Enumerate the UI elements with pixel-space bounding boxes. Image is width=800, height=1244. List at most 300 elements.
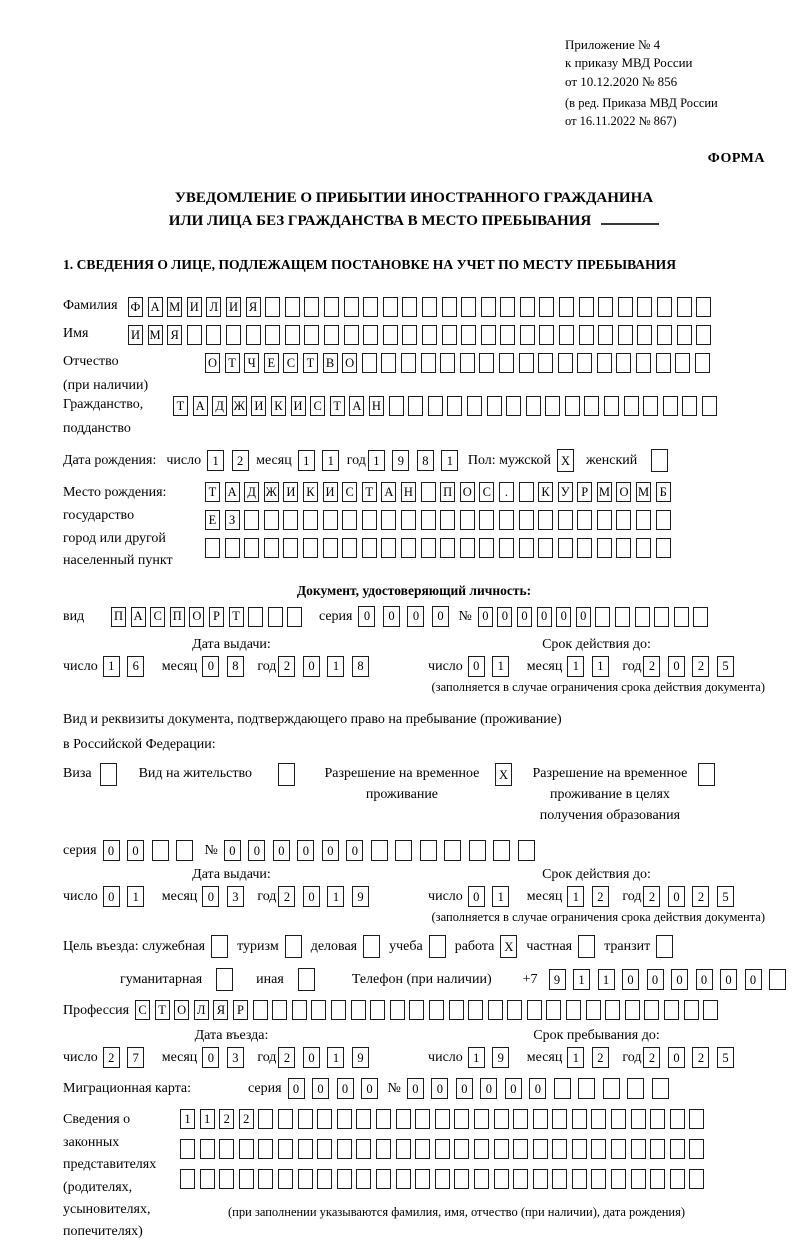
- surname-cell[interactable]: [461, 297, 476, 317]
- surname-cell[interactable]: [304, 297, 319, 317]
- birthplace-cell[interactable]: [323, 510, 338, 530]
- profession-cell[interactable]: [664, 1000, 679, 1020]
- doc-number-cell[interactable]: [693, 607, 708, 627]
- patronymic-cell[interactable]: [499, 353, 514, 373]
- surname-cell[interactable]: [520, 297, 535, 317]
- birthplace-cell[interactable]: [401, 510, 416, 530]
- representative-cell[interactable]: [239, 1169, 254, 1189]
- doc-number-cell[interactable]: [654, 607, 669, 627]
- representative-cell[interactable]: [298, 1139, 313, 1159]
- representative-cell[interactable]: [317, 1109, 332, 1129]
- sex-female-cell[interactable]: [651, 449, 668, 472]
- firstname-cell[interactable]: [559, 325, 574, 345]
- representative-cell[interactable]: [396, 1139, 411, 1159]
- mc-number-cell[interactable]: [652, 1078, 669, 1099]
- birthplace-cell[interactable]: [519, 510, 534, 530]
- doc-number-cell[interactable]: [615, 607, 630, 627]
- permit-expiry-year-cell[interactable]: 2: [692, 886, 709, 907]
- profession-cell[interactable]: [566, 1000, 581, 1020]
- stay-year-cell[interactable]: 5: [717, 1047, 734, 1068]
- surname-cell[interactable]: И: [187, 297, 202, 317]
- birth-day-cell[interactable]: 1: [207, 450, 224, 471]
- patronymic-cell[interactable]: [636, 353, 651, 373]
- birthplace-cell[interactable]: [362, 538, 377, 558]
- doc-number-cell[interactable]: 0: [537, 607, 552, 627]
- firstname-cell[interactable]: [402, 325, 417, 345]
- mc-series-cell[interactable]: 0: [288, 1078, 305, 1099]
- purpose-humanitarian-cell[interactable]: [216, 968, 233, 991]
- birthplace-cell[interactable]: И: [323, 482, 338, 502]
- profession-cell[interactable]: Т: [155, 1000, 170, 1020]
- patronymic-cell[interactable]: Т: [303, 353, 318, 373]
- citizenship-cell[interactable]: [682, 396, 697, 416]
- citizenship-cell[interactable]: [467, 396, 482, 416]
- permit-expiry-year-cell[interactable]: 5: [717, 886, 734, 907]
- profession-cell[interactable]: [311, 1000, 326, 1020]
- birthplace-cell[interactable]: Т: [362, 482, 377, 502]
- representative-cell[interactable]: [337, 1169, 352, 1189]
- purpose-private-cell[interactable]: [578, 935, 595, 958]
- representative-cell[interactable]: [376, 1169, 391, 1189]
- representative-cell[interactable]: [180, 1169, 195, 1189]
- birthplace-cell[interactable]: Н: [401, 482, 416, 502]
- birthplace-cell[interactable]: [225, 538, 240, 558]
- firstname-cell[interactable]: [304, 325, 319, 345]
- profession-cell[interactable]: [546, 1000, 561, 1020]
- entry-year-cell[interactable]: 1: [327, 1047, 344, 1068]
- doc-kind-cell[interactable]: [287, 607, 302, 627]
- surname-cell[interactable]: [677, 297, 692, 317]
- birthplace-cell[interactable]: [421, 510, 436, 530]
- doc-number-cell[interactable]: 0: [497, 607, 512, 627]
- birthplace-cell[interactable]: [656, 510, 671, 530]
- mc-number-cell[interactable]: 0: [407, 1078, 424, 1099]
- representative-cell[interactable]: [611, 1169, 626, 1189]
- firstname-cell[interactable]: [422, 325, 437, 345]
- entry-month-cell[interactable]: 3: [227, 1047, 244, 1068]
- birthplace-cell[interactable]: М: [636, 482, 651, 502]
- birthplace-cell[interactable]: [597, 538, 612, 558]
- representative-cell[interactable]: [572, 1169, 587, 1189]
- birthplace-cell[interactable]: П: [440, 482, 455, 502]
- birthplace-cell[interactable]: [381, 510, 396, 530]
- birthplace-cell[interactable]: [283, 510, 298, 530]
- representative-cell[interactable]: [298, 1109, 313, 1129]
- profession-cell[interactable]: [292, 1000, 307, 1020]
- citizenship-cell[interactable]: Т: [173, 396, 188, 416]
- permit-series-cell[interactable]: 0: [103, 840, 120, 861]
- birthplace-cell[interactable]: И: [283, 482, 298, 502]
- profession-cell[interactable]: [605, 1000, 620, 1020]
- mc-number-cell[interactable]: 0: [456, 1078, 473, 1099]
- surname-cell[interactable]: [500, 297, 515, 317]
- birthplace-cell[interactable]: [362, 510, 377, 530]
- purpose-transit-cell[interactable]: [656, 935, 673, 958]
- purpose-official-cell[interactable]: [211, 935, 228, 958]
- birthplace-cell[interactable]: [264, 510, 279, 530]
- mc-number-cell[interactable]: 0: [431, 1078, 448, 1099]
- permit-issue-year-cell[interactable]: 9: [352, 886, 369, 907]
- expiry-year-cell[interactable]: 2: [643, 656, 660, 677]
- mc-series-cell[interactable]: 0: [337, 1078, 354, 1099]
- permit-expiry-month-cell[interactable]: 1: [567, 886, 584, 907]
- patronymic-cell[interactable]: [479, 353, 494, 373]
- issue-year-cell[interactable]: 1: [327, 656, 344, 677]
- citizenship-cell[interactable]: [663, 396, 678, 416]
- surname-cell[interactable]: [618, 297, 633, 317]
- representative-cell[interactable]: [533, 1109, 548, 1129]
- permit-number-cell[interactable]: [420, 840, 437, 861]
- representative-cell[interactable]: [356, 1139, 371, 1159]
- birthplace-cell[interactable]: [616, 510, 631, 530]
- patronymic-cell[interactable]: Т: [225, 353, 240, 373]
- birthplace-cell[interactable]: Р: [577, 482, 592, 502]
- permit-expiry-month-cell[interactable]: 2: [592, 886, 609, 907]
- birthplace-cell[interactable]: [283, 538, 298, 558]
- citizenship-cell[interactable]: [487, 396, 502, 416]
- permit-number-cell[interactable]: 0: [224, 840, 241, 861]
- doc-number-cell[interactable]: 0: [517, 607, 532, 627]
- representative-cell[interactable]: [494, 1139, 509, 1159]
- birthplace-cell[interactable]: [421, 538, 436, 558]
- expiry-month-cell[interactable]: 1: [592, 656, 609, 677]
- representative-cell[interactable]: [474, 1109, 489, 1129]
- purpose-study-cell[interactable]: [429, 935, 446, 958]
- birth-year-cell[interactable]: 9: [392, 450, 409, 471]
- birthplace-cell[interactable]: [558, 538, 573, 558]
- representative-cell[interactable]: [631, 1169, 646, 1189]
- citizenship-cell[interactable]: Ж: [232, 396, 247, 416]
- representative-cell[interactable]: [572, 1139, 587, 1159]
- doc-kind-cell[interactable]: П: [111, 607, 126, 627]
- citizenship-cell[interactable]: Н: [369, 396, 384, 416]
- permit-number-cell[interactable]: 0: [346, 840, 363, 861]
- firstname-cell[interactable]: [500, 325, 515, 345]
- firstname-cell[interactable]: [696, 325, 711, 345]
- birthplace-cell[interactable]: О: [616, 482, 631, 502]
- patronymic-cell[interactable]: В: [323, 353, 338, 373]
- surname-cell[interactable]: [696, 297, 711, 317]
- representative-cell[interactable]: 2: [239, 1109, 254, 1129]
- firstname-cell[interactable]: [246, 325, 261, 345]
- representative-cell[interactable]: [356, 1109, 371, 1129]
- permit-issue-month-cell[interactable]: 0: [202, 886, 219, 907]
- entry-year-cell[interactable]: 9: [352, 1047, 369, 1068]
- profession-cell[interactable]: [351, 1000, 366, 1020]
- birthplace-cell[interactable]: [577, 510, 592, 530]
- permit-number-cell[interactable]: [444, 840, 461, 861]
- citizenship-cell[interactable]: С: [310, 396, 325, 416]
- patronymic-cell[interactable]: [558, 353, 573, 373]
- profession-cell[interactable]: [272, 1000, 287, 1020]
- stay-month-cell[interactable]: 2: [592, 1047, 609, 1068]
- expiry-year-cell[interactable]: 2: [692, 656, 709, 677]
- purpose-business-cell[interactable]: [363, 935, 380, 958]
- phone-digit-cell[interactable]: 0: [671, 969, 688, 990]
- doc-number-cell[interactable]: 0: [556, 607, 571, 627]
- permit-number-cell[interactable]: [493, 840, 510, 861]
- mc-number-cell[interactable]: 0: [505, 1078, 522, 1099]
- patronymic-cell[interactable]: [597, 353, 612, 373]
- representative-cell[interactable]: [494, 1169, 509, 1189]
- phone-digit-cell[interactable]: 1: [573, 969, 590, 990]
- permit-series-cell[interactable]: 0: [127, 840, 144, 861]
- birthplace-cell[interactable]: [519, 538, 534, 558]
- purpose-work-cell[interactable]: X: [500, 935, 517, 958]
- representative-cell[interactable]: [513, 1169, 528, 1189]
- representative-cell[interactable]: [454, 1169, 469, 1189]
- profession-cell[interactable]: С: [135, 1000, 150, 1020]
- firstname-cell[interactable]: [344, 325, 359, 345]
- representative-cell[interactable]: [258, 1139, 273, 1159]
- firstname-cell[interactable]: М: [148, 325, 163, 345]
- representative-cell[interactable]: [200, 1139, 215, 1159]
- representative-cell[interactable]: [689, 1169, 704, 1189]
- representative-cell[interactable]: [591, 1139, 606, 1159]
- surname-cell[interactable]: [422, 297, 437, 317]
- firstname-cell[interactable]: [539, 325, 554, 345]
- representative-cell[interactable]: [356, 1169, 371, 1189]
- doc-number-cell[interactable]: 0: [478, 607, 493, 627]
- mc-number-cell[interactable]: [603, 1078, 620, 1099]
- representative-cell[interactable]: [670, 1139, 685, 1159]
- citizenship-cell[interactable]: [545, 396, 560, 416]
- representative-cell[interactable]: [689, 1109, 704, 1129]
- patronymic-cell[interactable]: [401, 353, 416, 373]
- representative-cell[interactable]: [474, 1139, 489, 1159]
- representative-cell[interactable]: [454, 1109, 469, 1129]
- representative-cell[interactable]: [278, 1139, 293, 1159]
- doc-kind-cell[interactable]: Т: [229, 607, 244, 627]
- surname-cell[interactable]: [265, 297, 280, 317]
- representative-cell[interactable]: [670, 1169, 685, 1189]
- firstname-cell[interactable]: [520, 325, 535, 345]
- birthplace-cell[interactable]: [244, 538, 259, 558]
- patronymic-cell[interactable]: О: [342, 353, 357, 373]
- citizenship-cell[interactable]: [428, 396, 443, 416]
- birthplace-cell[interactable]: [479, 538, 494, 558]
- entry-year-cell[interactable]: 2: [278, 1047, 295, 1068]
- surname-cell[interactable]: [285, 297, 300, 317]
- representative-cell[interactable]: [474, 1169, 489, 1189]
- birthplace-cell[interactable]: [342, 510, 357, 530]
- birthplace-cell[interactable]: [636, 538, 651, 558]
- birthplace-cell[interactable]: А: [225, 482, 240, 502]
- entry-day-cell[interactable]: 2: [103, 1047, 120, 1068]
- patronymic-cell[interactable]: О: [205, 353, 220, 373]
- profession-cell[interactable]: [507, 1000, 522, 1020]
- profession-cell[interactable]: [468, 1000, 483, 1020]
- surname-cell[interactable]: Л: [206, 297, 221, 317]
- surname-cell[interactable]: Ф: [128, 297, 143, 317]
- citizenship-cell[interactable]: А: [349, 396, 364, 416]
- phone-digit-cell[interactable]: 0: [647, 969, 664, 990]
- surname-cell[interactable]: [637, 297, 652, 317]
- firstname-cell[interactable]: [442, 325, 457, 345]
- doc-kind-cell[interactable]: П: [170, 607, 185, 627]
- phone-digit-cell[interactable]: 0: [720, 969, 737, 990]
- phone-digit-cell[interactable]: [769, 969, 786, 990]
- patronymic-cell[interactable]: [616, 353, 631, 373]
- permit-expiry-day-cell[interactable]: 1: [492, 886, 509, 907]
- firstname-cell[interactable]: Я: [167, 325, 182, 345]
- birthplace-cell[interactable]: К: [538, 482, 553, 502]
- permit-expiry-day-cell[interactable]: 0: [468, 886, 485, 907]
- representative-cell[interactable]: [552, 1139, 567, 1159]
- representative-cell[interactable]: [278, 1109, 293, 1129]
- stay-year-cell[interactable]: 2: [692, 1047, 709, 1068]
- birthplace-cell[interactable]: [538, 538, 553, 558]
- firstname-cell[interactable]: [226, 325, 241, 345]
- citizenship-cell[interactable]: Т: [330, 396, 345, 416]
- representative-cell[interactable]: [415, 1139, 430, 1159]
- purpose-tourism-cell[interactable]: [285, 935, 302, 958]
- profession-cell[interactable]: [644, 1000, 659, 1020]
- patronymic-cell[interactable]: [440, 353, 455, 373]
- doc-series-cell[interactable]: 0: [358, 606, 375, 627]
- permit-number-cell[interactable]: 0: [322, 840, 339, 861]
- surname-cell[interactable]: [344, 297, 359, 317]
- birthplace-cell[interactable]: [597, 510, 612, 530]
- phone-digit-cell[interactable]: 0: [622, 969, 639, 990]
- surname-cell[interactable]: [363, 297, 378, 317]
- representative-cell[interactable]: [415, 1169, 430, 1189]
- birthplace-cell[interactable]: [479, 510, 494, 530]
- surname-cell[interactable]: [383, 297, 398, 317]
- representative-cell[interactable]: [435, 1139, 450, 1159]
- birth-year-cell[interactable]: 8: [417, 450, 434, 471]
- profession-cell[interactable]: [409, 1000, 424, 1020]
- issue-month-cell[interactable]: 8: [227, 656, 244, 677]
- permit-issue-day-cell[interactable]: 1: [127, 886, 144, 907]
- firstname-cell[interactable]: [383, 325, 398, 345]
- representative-cell[interactable]: [650, 1139, 665, 1159]
- firstname-cell[interactable]: [637, 325, 652, 345]
- representative-cell[interactable]: [219, 1169, 234, 1189]
- issue-month-cell[interactable]: 0: [202, 656, 219, 677]
- surname-cell[interactable]: [657, 297, 672, 317]
- birthplace-cell[interactable]: С: [342, 482, 357, 502]
- firstname-cell[interactable]: [618, 325, 633, 345]
- citizenship-cell[interactable]: Д: [212, 396, 227, 416]
- birth-month-cell[interactable]: 1: [322, 450, 339, 471]
- citizenship-cell[interactable]: [447, 396, 462, 416]
- representative-cell[interactable]: [513, 1109, 528, 1129]
- representative-cell[interactable]: [591, 1109, 606, 1129]
- issue-day-cell[interactable]: 1: [103, 656, 120, 677]
- phone-digit-cell[interactable]: 9: [549, 969, 566, 990]
- doc-kind-cell[interactable]: О: [189, 607, 204, 627]
- citizenship-cell[interactable]: К: [271, 396, 286, 416]
- birthplace-cell[interactable]: Е: [205, 510, 220, 530]
- birthplace-cell[interactable]: [577, 538, 592, 558]
- representative-cell[interactable]: [337, 1139, 352, 1159]
- firstname-cell[interactable]: [187, 325, 202, 345]
- surname-cell[interactable]: М: [167, 297, 182, 317]
- representative-cell[interactable]: [494, 1109, 509, 1129]
- representative-cell[interactable]: [611, 1139, 626, 1159]
- citizenship-cell[interactable]: А: [193, 396, 208, 416]
- birthplace-cell[interactable]: [499, 510, 514, 530]
- representative-cell[interactable]: [552, 1169, 567, 1189]
- birthplace-cell[interactable]: [342, 538, 357, 558]
- representative-cell[interactable]: [591, 1169, 606, 1189]
- issue-year-cell[interactable]: 8: [352, 656, 369, 677]
- surname-cell[interactable]: [442, 297, 457, 317]
- mc-series-cell[interactable]: 0: [312, 1078, 329, 1099]
- representative-cell[interactable]: [650, 1169, 665, 1189]
- representative-cell[interactable]: [513, 1139, 528, 1159]
- stay-day-cell[interactable]: 9: [492, 1047, 509, 1068]
- citizenship-cell[interactable]: [604, 396, 619, 416]
- representative-cell[interactable]: [611, 1109, 626, 1129]
- temp-residence-education-checkbox-cell[interactable]: [698, 763, 715, 786]
- representative-cell[interactable]: [258, 1109, 273, 1129]
- firstname-cell[interactable]: И: [128, 325, 143, 345]
- birthplace-cell[interactable]: А: [381, 482, 396, 502]
- representative-cell[interactable]: [180, 1139, 195, 1159]
- doc-series-cell[interactable]: 0: [383, 606, 400, 627]
- doc-number-cell[interactable]: [674, 607, 689, 627]
- phone-digit-cell[interactable]: 0: [745, 969, 762, 990]
- birthplace-cell[interactable]: [616, 538, 631, 558]
- profession-cell[interactable]: О: [174, 1000, 189, 1020]
- expiry-day-cell[interactable]: 1: [492, 656, 509, 677]
- citizenship-cell[interactable]: [624, 396, 639, 416]
- phone-digit-cell[interactable]: 1: [598, 969, 615, 990]
- citizenship-cell[interactable]: [506, 396, 521, 416]
- permit-number-cell[interactable]: 0: [273, 840, 290, 861]
- number-blank-line[interactable]: [601, 210, 659, 225]
- firstname-cell[interactable]: [481, 325, 496, 345]
- mc-number-cell[interactable]: [554, 1078, 571, 1099]
- entry-day-cell[interactable]: 7: [127, 1047, 144, 1068]
- patronymic-cell[interactable]: [421, 353, 436, 373]
- birthplace-cell[interactable]: [264, 538, 279, 558]
- profession-cell[interactable]: Я: [213, 1000, 228, 1020]
- firstname-cell[interactable]: [324, 325, 339, 345]
- citizenship-cell[interactable]: [702, 396, 717, 416]
- representative-cell[interactable]: [670, 1109, 685, 1129]
- surname-cell[interactable]: [481, 297, 496, 317]
- patronymic-cell[interactable]: [519, 353, 534, 373]
- surname-cell[interactable]: [539, 297, 554, 317]
- representative-cell[interactable]: [317, 1139, 332, 1159]
- citizenship-cell[interactable]: [526, 396, 541, 416]
- expiry-month-cell[interactable]: 1: [567, 656, 584, 677]
- birthplace-cell[interactable]: [519, 482, 534, 502]
- doc-number-cell[interactable]: 0: [576, 607, 591, 627]
- representative-cell[interactable]: [689, 1139, 704, 1159]
- surname-cell[interactable]: [598, 297, 613, 317]
- representative-cell[interactable]: [298, 1169, 313, 1189]
- birthplace-cell[interactable]: [656, 538, 671, 558]
- surname-cell[interactable]: [324, 297, 339, 317]
- permit-issue-day-cell[interactable]: 0: [103, 886, 120, 907]
- firstname-cell[interactable]: [598, 325, 613, 345]
- birthplace-cell[interactable]: [303, 538, 318, 558]
- birthplace-cell[interactable]: З: [225, 510, 240, 530]
- temp-residence-checkbox-cell[interactable]: X: [495, 763, 512, 786]
- birth-year-cell[interactable]: 1: [441, 450, 458, 471]
- birthplace-cell[interactable]: [401, 538, 416, 558]
- representative-cell[interactable]: [337, 1109, 352, 1129]
- doc-series-cell[interactable]: 0: [407, 606, 424, 627]
- sex-male-cell[interactable]: X: [557, 449, 574, 472]
- doc-kind-cell[interactable]: Р: [209, 607, 224, 627]
- firstname-cell[interactable]: [657, 325, 672, 345]
- stay-month-cell[interactable]: 1: [567, 1047, 584, 1068]
